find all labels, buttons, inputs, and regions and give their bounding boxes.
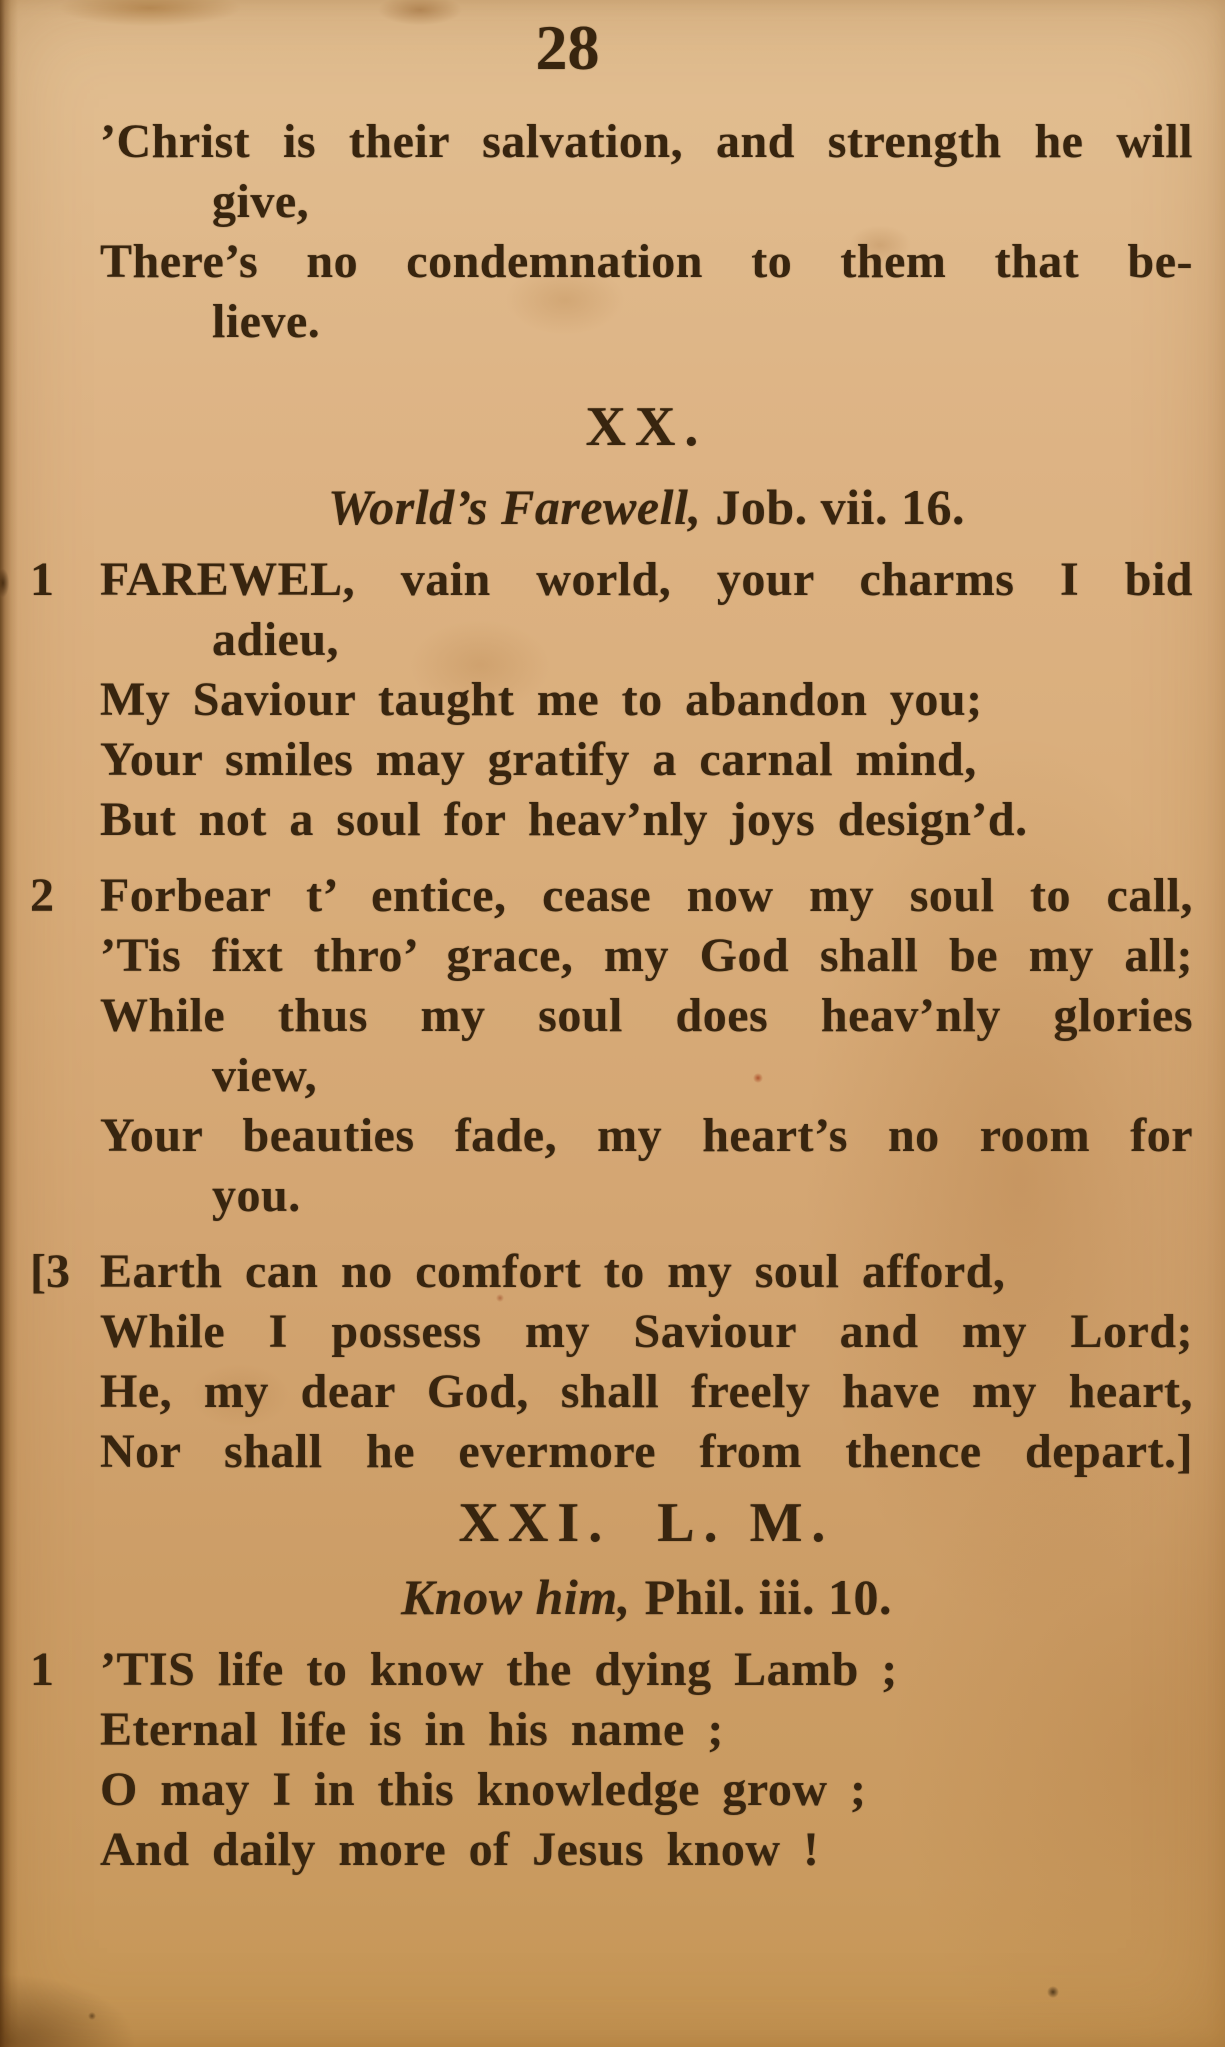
verse-line: ’Tis fixt thro’ grace, my God shall be my all; xyxy=(100,929,1193,982)
verse-line: Your beauties fade, my heart’s no room for xyxy=(100,1109,1193,1162)
verse-line: ’Christ is their salvation, and strength he will xyxy=(100,115,1193,168)
stanza xyxy=(30,1242,1193,1482)
verse-line: lieve. xyxy=(212,295,321,348)
hymn-title-name: World’s Farewell, xyxy=(328,479,702,535)
verse-line: While I possess my Saviour and my Lord; xyxy=(100,1305,1193,1358)
hymn-title-reference: Job. vii. 16. xyxy=(715,479,965,535)
verse-number: 2 xyxy=(30,869,54,922)
verse-line: There’s no condemnation to them that be- xyxy=(100,235,1193,288)
stanza xyxy=(30,1640,1193,1880)
verse-line: While thus my soul does heav’nly glories xyxy=(100,989,1193,1042)
verse-line: FAREWEL, vain world, your charms I bid xyxy=(100,553,1193,606)
verse-line: My Saviour taught me to abandon you; xyxy=(100,673,983,726)
hymn-title-reference: Phil. iii. 10. xyxy=(644,1569,892,1625)
verse-line: you. xyxy=(212,1169,301,1222)
hymn-title-name: Know him, xyxy=(401,1569,631,1625)
verse-number: 1 xyxy=(30,1643,54,1696)
hymn-section xyxy=(30,396,1193,1482)
verse-line: Eternal life is in his name ; xyxy=(100,1703,724,1756)
verse-line: adieu, xyxy=(212,613,340,666)
hymn-title xyxy=(100,1568,1193,1626)
verse-number: 1 xyxy=(30,553,54,606)
verse-line: Earth can no comfort to my soul afford, xyxy=(100,1245,1006,1298)
verse-line: O may I in this knowledge grow ; xyxy=(100,1763,867,1816)
hymn-title xyxy=(100,478,1193,536)
hymn-number-heading: XXI. L. M. xyxy=(458,1492,835,1554)
verse-line: Forbear t’ entice, cease now my soul to call, xyxy=(100,869,1193,922)
stanza xyxy=(30,866,1193,1226)
verse-line: But not a soul for heav’nly joys design’d. xyxy=(100,793,1028,846)
verse-number: [3 xyxy=(30,1245,70,1298)
stanza xyxy=(100,112,1193,352)
verse-line: Nor shall he evermore from thence depart.] xyxy=(100,1425,1193,1478)
verse-line: give, xyxy=(212,175,310,228)
verse-line: view, xyxy=(212,1049,318,1102)
page-content xyxy=(30,112,1193,1880)
hymn-section xyxy=(30,1492,1193,1880)
page-number: 28 xyxy=(535,12,600,83)
verse-line: He, my dear God, shall freely have my heart, xyxy=(100,1365,1193,1418)
verse-line: ’TIS life to know the dying Lamb ; xyxy=(100,1643,898,1696)
stanza xyxy=(30,550,1193,850)
hymn-number-heading: XX. xyxy=(585,396,708,458)
verse-line: Your smiles may gratify a carnal mind, xyxy=(100,733,977,786)
verse-line: And daily more of Jesus know ! xyxy=(100,1823,820,1876)
